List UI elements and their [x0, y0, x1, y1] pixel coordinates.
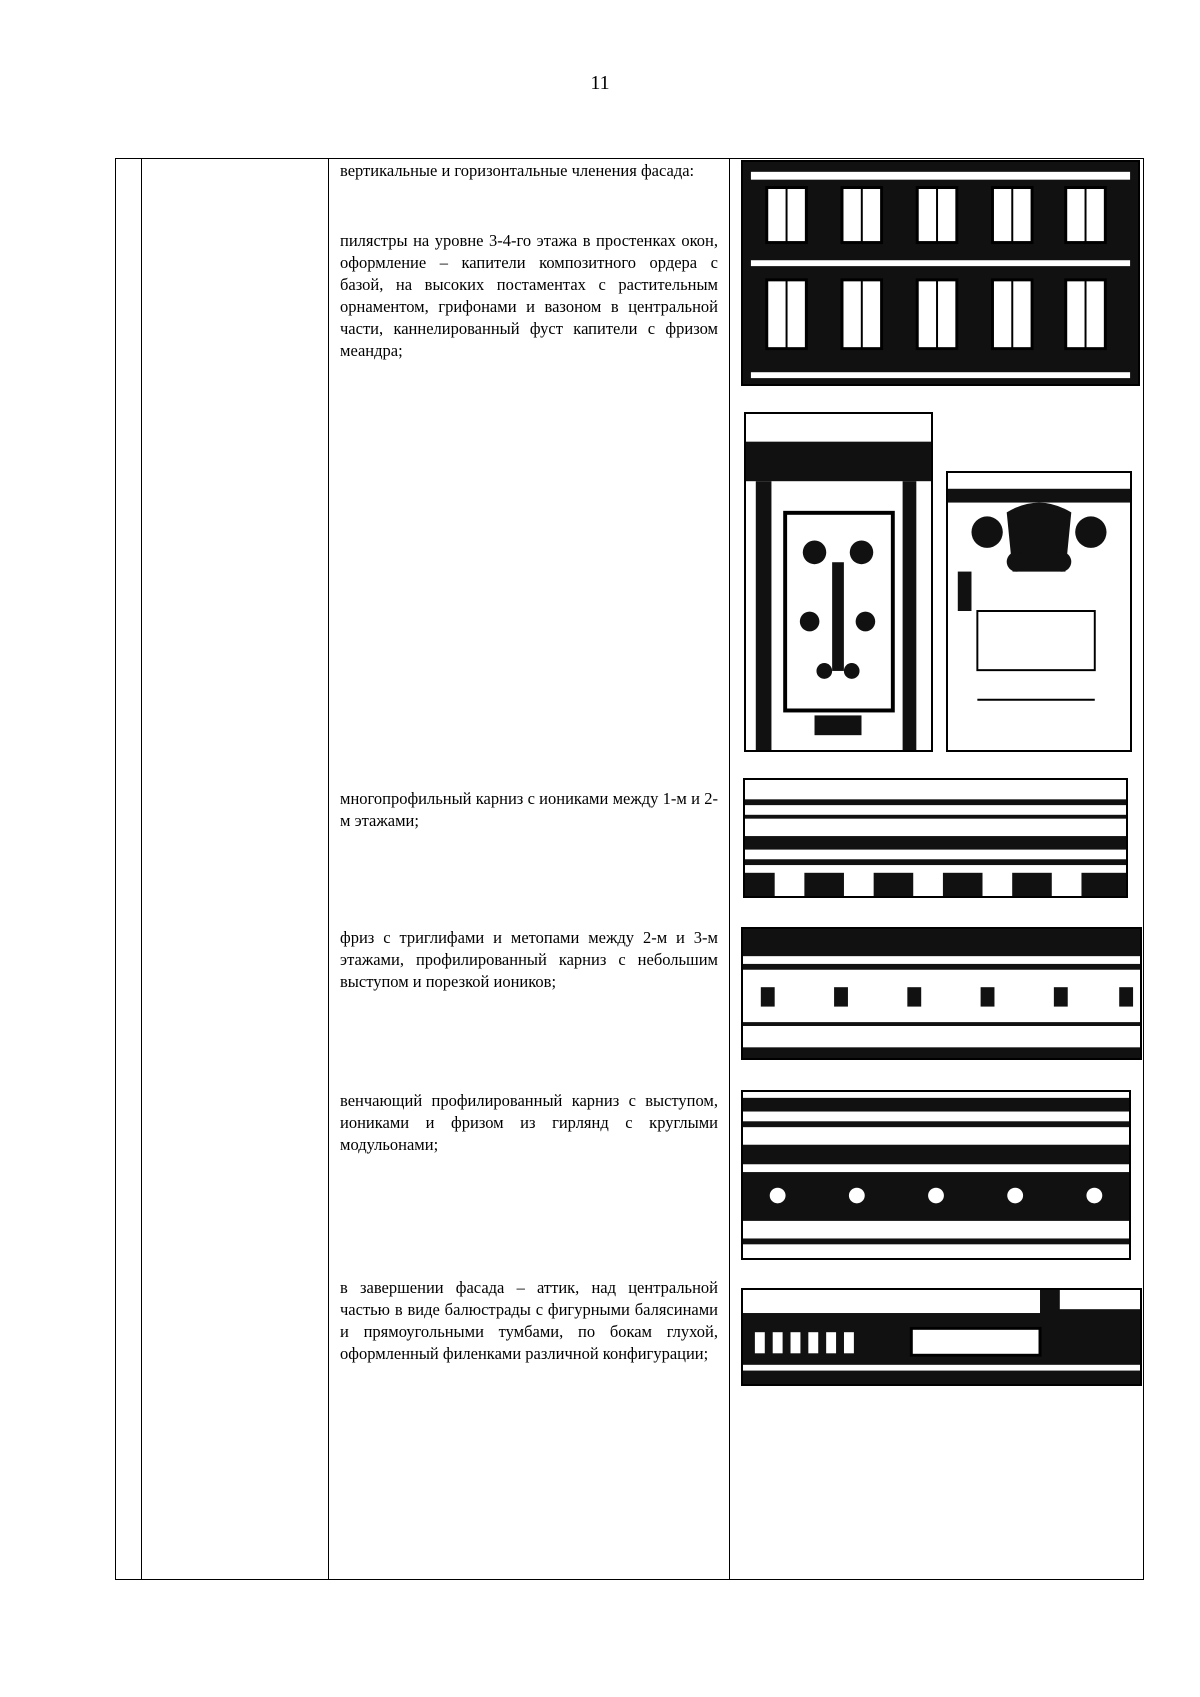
column-divider-1: [141, 159, 142, 1579]
page-number: 11: [590, 72, 610, 94]
text-frieze-triglyphs: фриз с триглифами и метопами между 2-м и 3-м этажами, профилированный карниз с небольшим выступом и порезкой иоников;: [340, 928, 718, 991]
column-divider-3: [729, 159, 730, 1579]
text-crowning-cornice: венчающий профилированный карниз с выступом, иониками и фризом из гирлянд с круглыми модульонами;: [340, 1091, 718, 1154]
crowning-cornice-photo: [741, 1090, 1131, 1260]
frieze-photo: [741, 927, 1142, 1060]
cornice-ionics-photo: [743, 778, 1128, 898]
text-facade-divisions: вертикальные и горизонтальные членения фасада:: [340, 161, 695, 180]
text-pilasters: пилястры на уровне 3-4-го этажа в простенках окон, оформление – капители композитного ордера с базой, на высоких постаментах с растительным орнаментом, грифонами и вазоном в центральной части, каннелированный фуст капители с фризом меандра;: [340, 231, 718, 360]
capital-photo: [946, 471, 1132, 752]
column-divider-2: [328, 159, 329, 1579]
text-attic: в завершении фасада – аттик, над центральной частью в виде балюстрады с фигурными балясинами и прямоугольными тумбами, по бокам глухой, оформленный филенками различной конфигурации;: [340, 1278, 718, 1363]
text-cornice-ionics: многопрофильный карниз с иониками между 1-м и 2-м этажами;: [340, 789, 718, 830]
pilaster-pedestal-photo: [744, 412, 933, 752]
facade-photo: [741, 160, 1140, 386]
attic-photo: [741, 1288, 1142, 1386]
